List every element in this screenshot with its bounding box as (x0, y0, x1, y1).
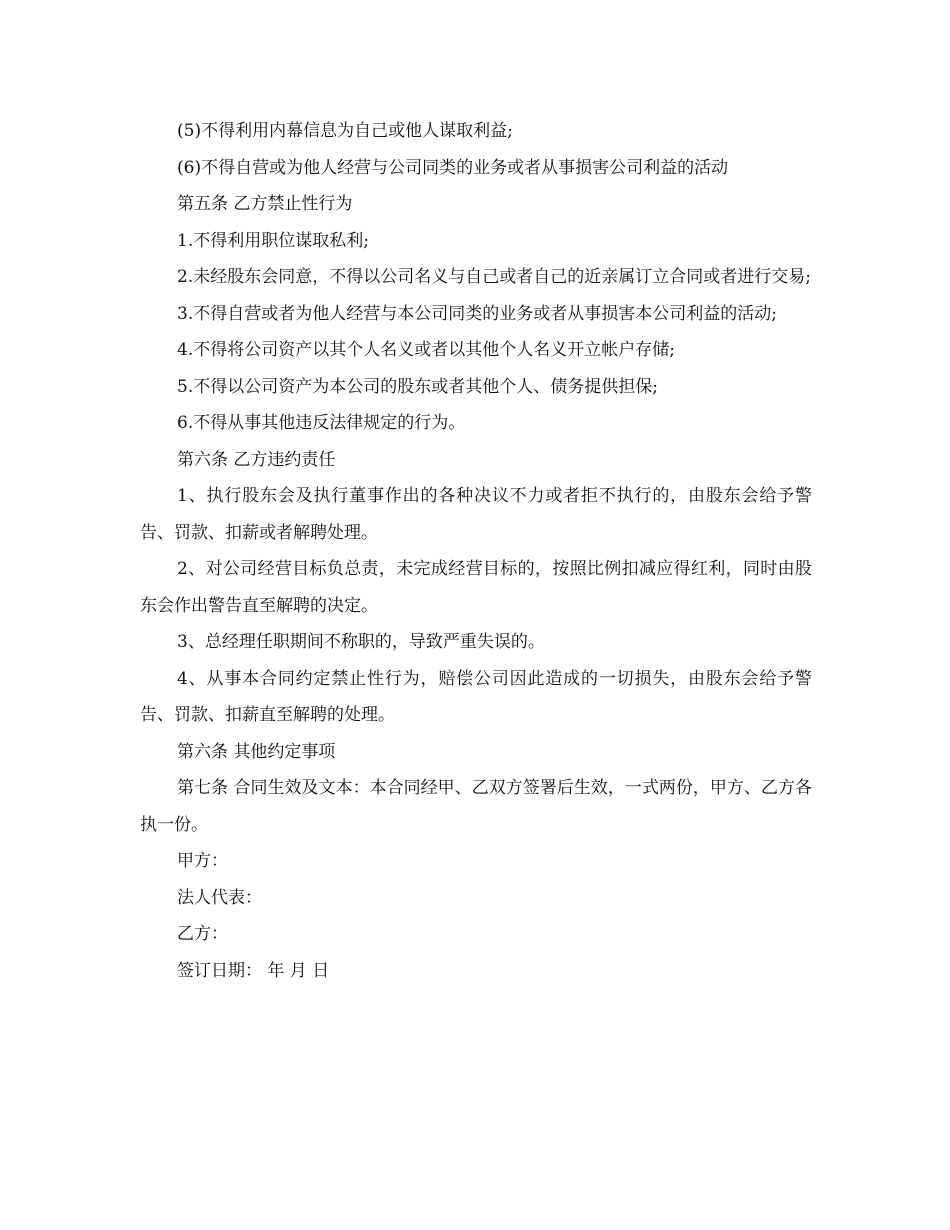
article-5-item-3: 3.不得自营或者为他人经营与本公司同类的业务或者从事损害本公司利益的活动; (177, 303, 777, 324)
party-a-label: 甲方： (177, 851, 228, 871)
article-6-item-2: 2、对公司经营目标负总责，未完成经营目标的，按照比例扣减应得红利，同时由股东会作出警告直至解聘的决定。 (140, 559, 812, 616)
article-5-item-6: 6.不得从事其他违反法律规定的行为。 (177, 413, 466, 433)
article-6-heading: 第六条 乙方违约责任 (177, 449, 336, 470)
legal-representative-label: 法人代表： (177, 887, 262, 908)
article-6-item-4: 4、从事本合同约定禁止性行为，赔偿公司因此造成的一切损失，由股东会给予警告、罚款、扣薪直至解聘的处理。 (140, 668, 812, 725)
article-7-effectiveness: 第七条 合同生效及文本：本合同经甲、乙双方签署后生效，一式两份，甲方、乙方各执一份。 (140, 778, 812, 835)
clause-6-competing-business: (6)不得自营或为他人经营与公司同类的业务或者从事损害公司利益的活动 (177, 157, 729, 178)
article-5-item-5: 5.不得以公司资产为本公司的股东或者其他个人、债务提供担保; (177, 376, 658, 397)
article-6-item-3: 3、总经理任职期间不称职的，导致严重失误的。 (177, 632, 545, 652)
signing-date-label: 签订日期： 年 月 日 (177, 960, 330, 981)
clause-5-insider-info: (5)不得利用内幕信息为自己或他人谋取利益; (177, 121, 513, 141)
article-5-item-2: 2.未经股东会同意，不得以公司名义与自己或者自己的近亲属订立合同或者进行交易; (177, 267, 811, 287)
article-5-item-4: 4.不得将公司资产以其个人名义或者以其他个人名义开立帐户存储; (177, 340, 675, 360)
article-5-heading: 第五条 乙方禁止性行为 (177, 194, 353, 214)
document-body (140, 113, 812, 989)
other-terms-heading: 第六条 其他约定事项 (177, 741, 336, 762)
party-b-label: 乙方： (177, 924, 228, 944)
article-5-item-1: 1.不得利用职位谋取私利; (177, 230, 369, 251)
article-6-item-1: 1、执行股东会及执行董事作出的各种决议不力或者拒不执行的，由股东会给予警告、罚款、扣薪或者解聘处理。 (140, 486, 812, 543)
